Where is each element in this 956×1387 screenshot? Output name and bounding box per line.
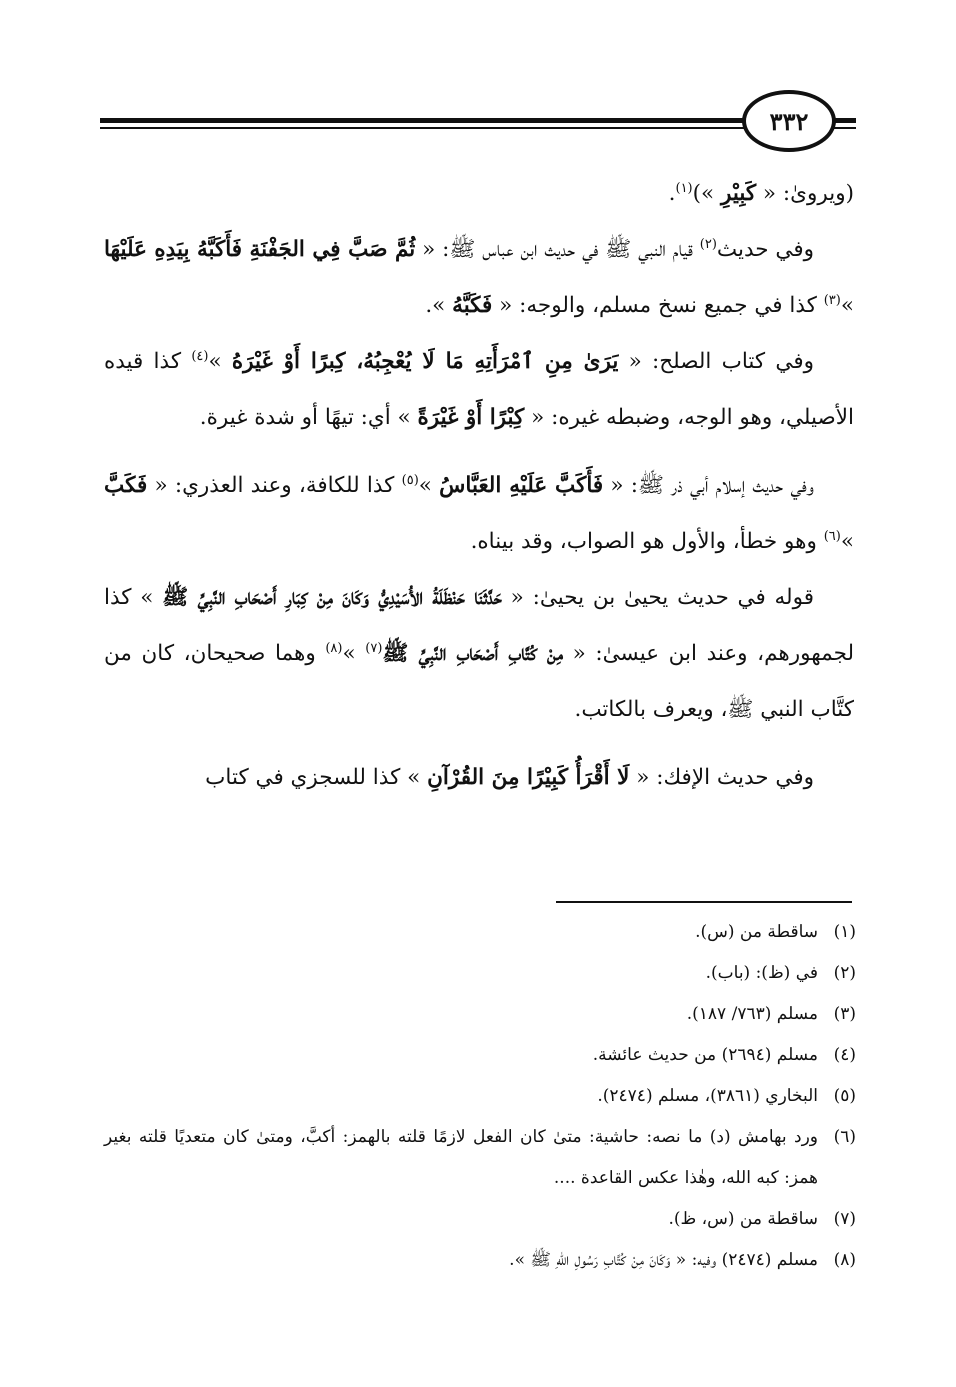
paragraph: [104, 458, 854, 570]
paragraph: [104, 166, 854, 222]
body-text: »: [418, 473, 440, 498]
quoted-hadith-text: فَأَكَبَّ عَلَيْهِ العَبَّاسُ: [439, 473, 604, 498]
footnote-ref: (٢): [699, 236, 717, 252]
body-text: وفي حديث: [716, 237, 815, 262]
body-text: » كذا لجمهورهم، وعند ابن عيسىٰ: «: [104, 585, 855, 666]
quoted-hadith-text: مِنْ كُتَّابِ أَصْحَابِ النَّبِيِّ ﷺ: [382, 641, 564, 666]
footnote-ref: (٥): [401, 472, 419, 488]
footnotes-list: [104, 912, 856, 1281]
footnote-item: [104, 1076, 856, 1117]
footnote-text: ورد بهامش (د) ما نصه: حاشية: متىٰ كان الفعل لازمًا قلته بالهمز: أكبَّ، ومتىٰ كان متعديًا قلته بغير همز: كبه الله، وهٰذا عكس القاعدة ....: [104, 1127, 818, 1188]
footnote-number: (٨): [833, 1250, 856, 1270]
body-text: وفي حديث إسلام أبي ذر ﷺ: «: [603, 473, 814, 498]
footnote-ref: (٧): [365, 640, 383, 656]
paragraph: [104, 570, 854, 738]
body-text: »: [208, 349, 232, 374]
body-text: (ويروىٰ: «: [756, 181, 854, 206]
body-text: »: [342, 641, 366, 666]
body-text: وفي حديث الإفك: «: [629, 765, 814, 790]
body-text: كذا قيده الأصيلي، وهو الوجه، وضبطه غيره: «: [104, 349, 854, 430]
body-text: ».: [425, 293, 453, 318]
footnote-item: [104, 912, 856, 953]
page-header: [100, 96, 856, 156]
body-text: كذا في جميع نسخ مسلم، والوجه: «: [492, 293, 824, 318]
quoted-hadith-text: كَبِيْرِ: [721, 181, 757, 206]
footnote-item: [104, 1199, 856, 1240]
footnote-number: (٥): [833, 1086, 856, 1106]
quoted-hadith-text: ثُمَّ صَبَّ فِي الجَفْنَةِ فَأَكَبَّهُ بِيَدِهِ عَلَيْهَا: [104, 237, 416, 262]
footnote-separator: [556, 901, 852, 903]
footnote-ref: (٤): [191, 348, 209, 364]
quoted-hadith-text: لَا أَقْرَأُ كَبِيْرًا مِنَ القُرْآنِ: [427, 765, 630, 790]
body-text: قوله في حديث يحيىٰ بن يحيىٰ: «: [501, 585, 814, 610]
body-text: » كذا للسجزي في كتاب: [205, 765, 428, 790]
footnote-number: (٦): [833, 1127, 856, 1147]
footnote-number: (٧): [833, 1209, 856, 1229]
footnote-text: ساقطة من (س).: [695, 922, 818, 942]
body-text: كذا للكافة، وعند العذري: «: [147, 473, 402, 498]
footnote-number: (٤): [833, 1045, 856, 1065]
quoted-hadith-text: كِبْرًا أَوْ غَيْرَةً: [417, 405, 525, 430]
footnote-ref: (٣): [823, 292, 841, 308]
body-text: »: [840, 293, 854, 318]
footnote-ref: (٨): [325, 640, 343, 656]
footnote-number: (٢): [833, 963, 856, 983]
footnote-item: [104, 1117, 856, 1199]
body-text: وهو خطأ، والأول هو الصواب، وقد بيناه.: [470, 529, 824, 554]
footnote-text: ساقطة من (س، ظ).: [668, 1209, 818, 1229]
footnote-text: مسلم (٢٦٩٤) من حديث عائشة.: [592, 1045, 818, 1065]
paragraph: [104, 334, 854, 446]
quoted-hadith-text: فَكَبَّ: [104, 473, 148, 498]
footnote-number: (٣): [833, 1004, 856, 1024]
footnote-text: مسلم (٧٦٣/ ١٨٧).: [686, 1004, 818, 1024]
main-text: [104, 166, 854, 806]
body-text: وفي كتاب الصلح: «: [618, 349, 814, 374]
footnote-item: [104, 953, 856, 994]
body-text: »: [840, 529, 854, 554]
body-text: .: [668, 181, 676, 206]
footnote-number: (١): [833, 922, 856, 942]
footnote-item: [104, 994, 856, 1035]
body-text: »): [692, 181, 722, 206]
footnote-ref: (١): [675, 180, 693, 196]
paragraph: [104, 222, 854, 334]
quoted-hadith-text: فَكَبَّهُ: [452, 293, 493, 318]
body-text: وهما صحيحان، كان من كتَّاب النبي ﷺ، ويعرف بالكاتب.: [104, 641, 854, 722]
footnote-ref: (٦): [823, 528, 841, 544]
page-number: ٣٣٢: [742, 90, 836, 152]
footnote-text: في (ظ): (باب).: [705, 963, 818, 983]
footnote-item: [104, 1035, 856, 1076]
paragraph: [104, 750, 854, 806]
footnote-text: مسلم (٢٤٧٤) وفيه: « وَكَانَ مِنْ كُتَّابِ رَسُولِ اللهِ ﷺ ».: [509, 1250, 818, 1270]
quoted-hadith-text: حَدَّثَنَا حَنْظَلَةُ الأُسَيْدِيُّ وَكَانَ مِنْ كِبَارِ أَصْحَابِ النَّبِيِّ ﷺ: [162, 585, 502, 610]
footnote-text: البخاري (٣٨٦١)، مسلم (٢٤٧٤).: [597, 1086, 818, 1106]
quoted-hadith-text: يَرَىٰ مِنِ ٱمْرَأَتِهِ مَا لَا يُعْجِبُهُ، كِبرًا أَوْ غَيْرَهُ: [231, 349, 619, 374]
body-text: » أي: تيهًا أو شدة غيرة.: [199, 405, 418, 430]
body-text: قيام النبي ﷺ في حديث ابن عباس ﷺ: «: [415, 237, 700, 262]
footnote-item: [104, 1240, 856, 1281]
